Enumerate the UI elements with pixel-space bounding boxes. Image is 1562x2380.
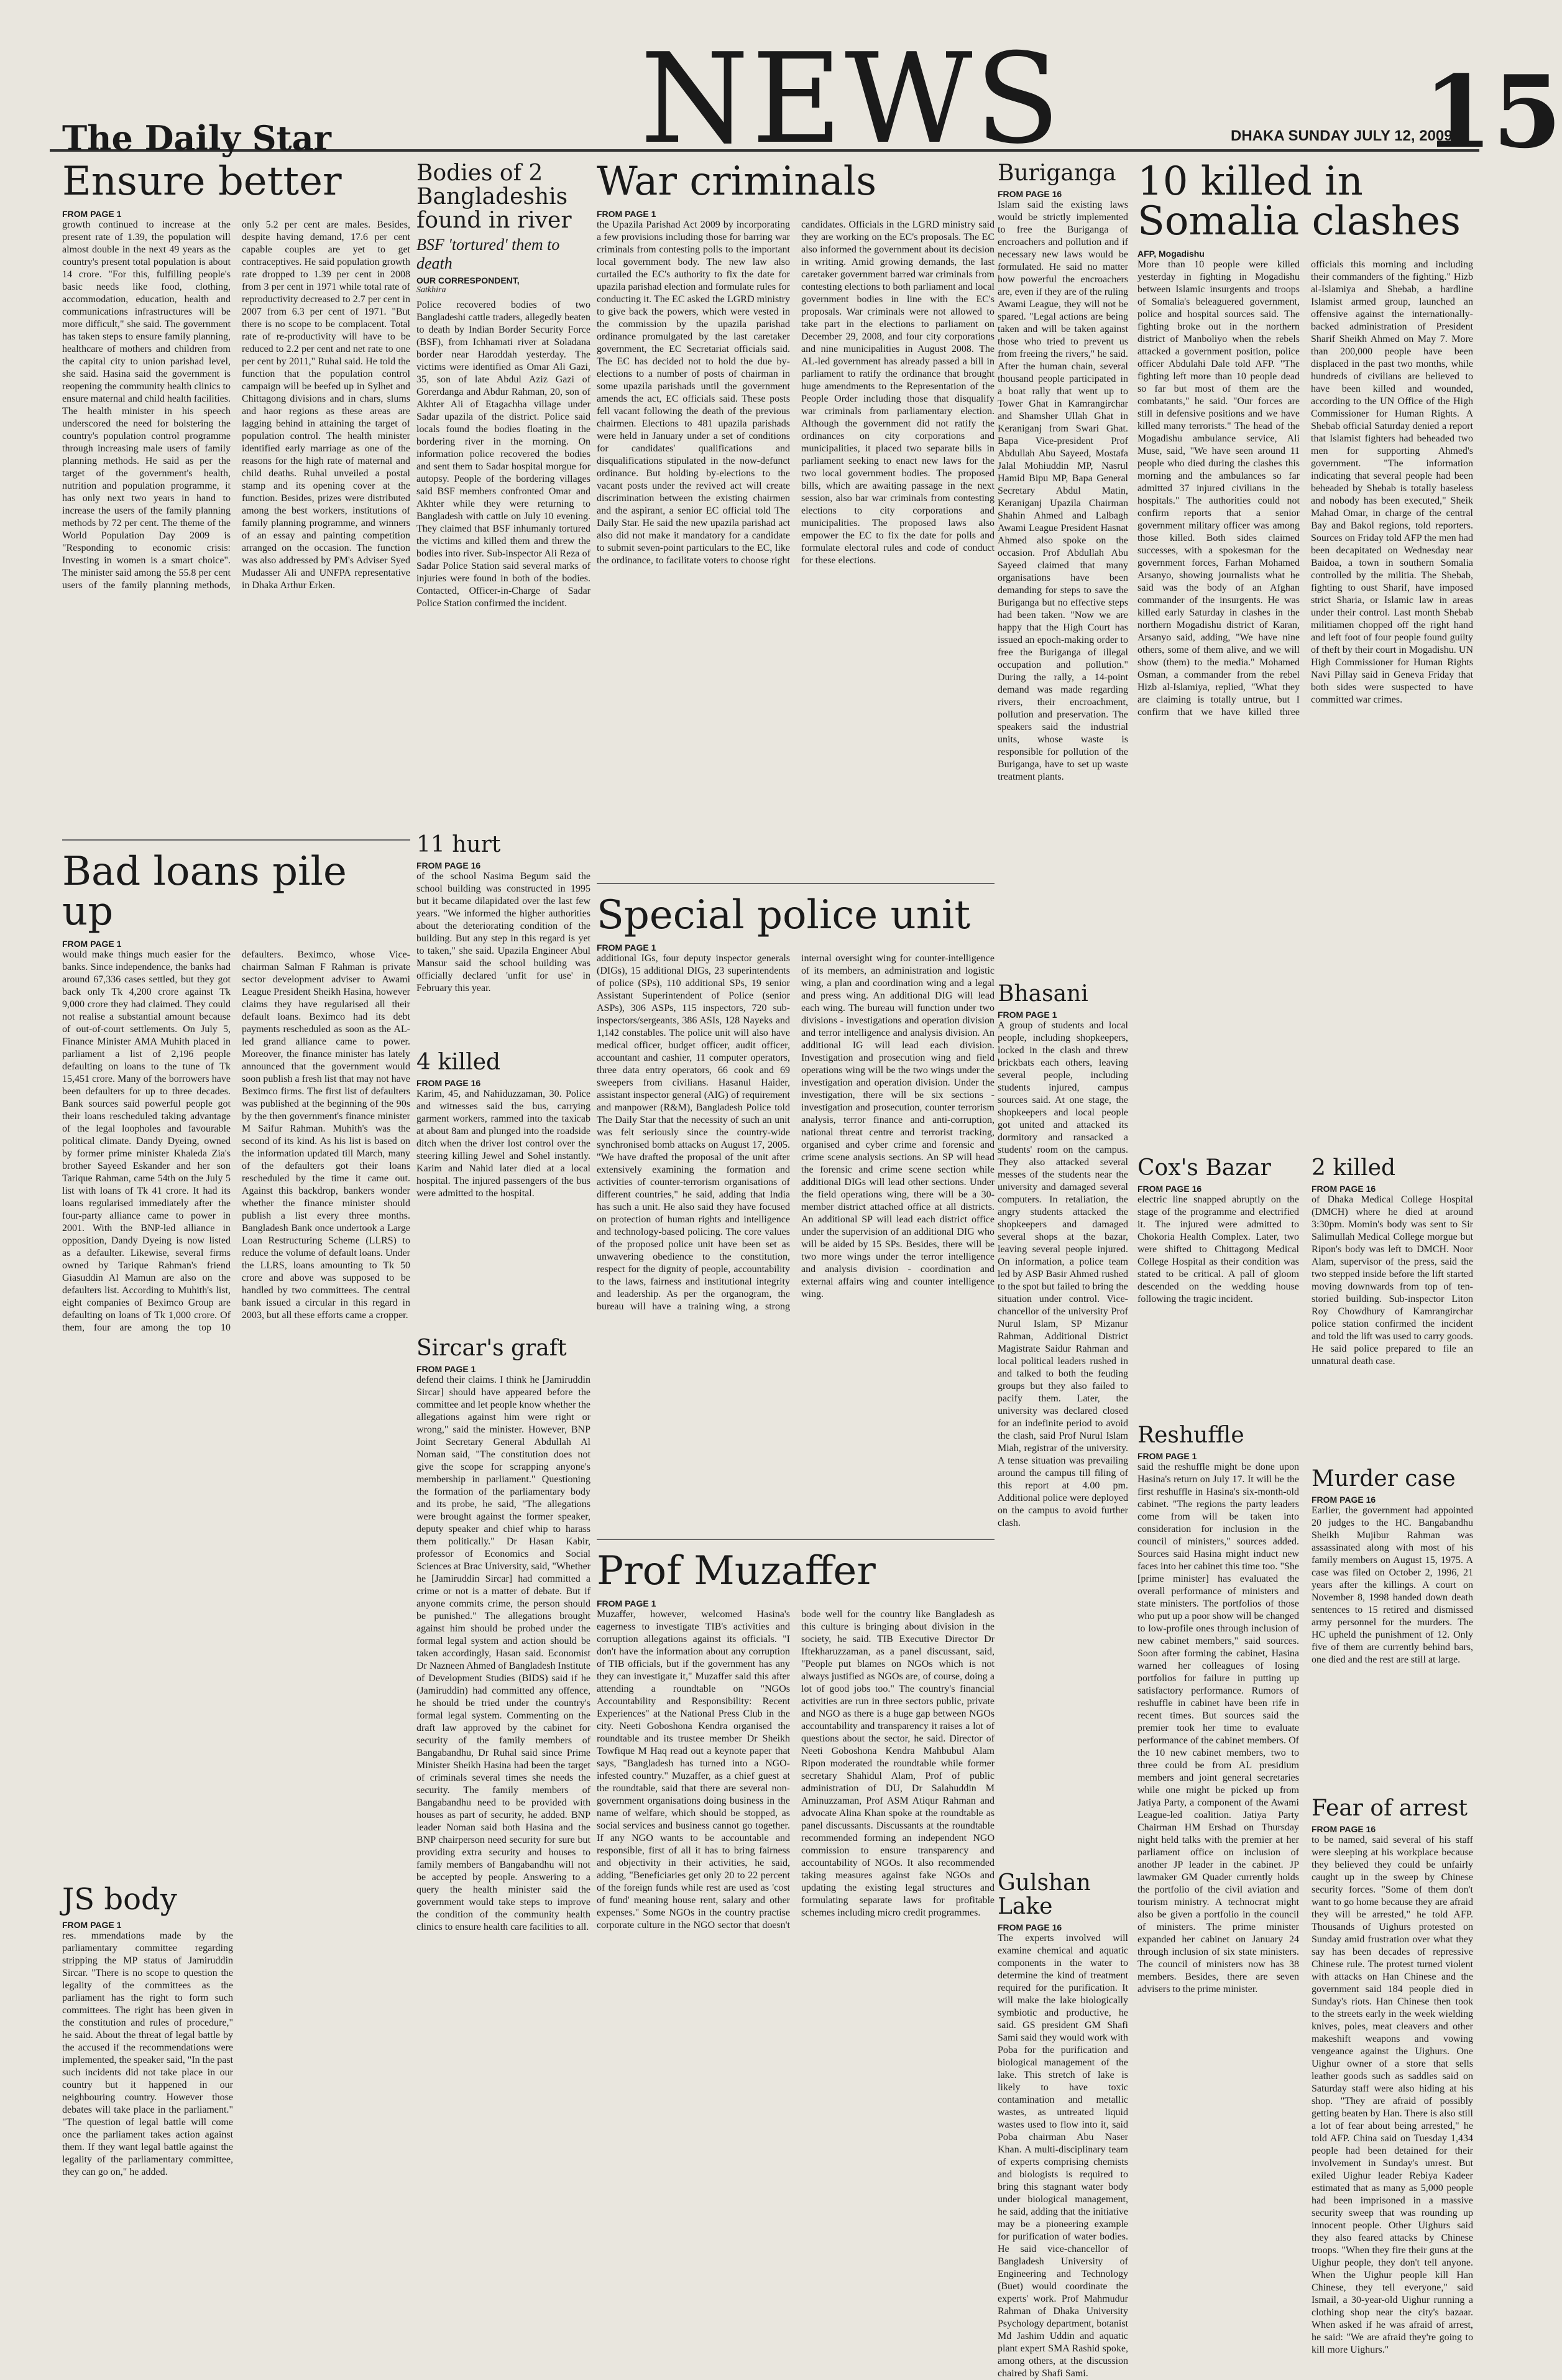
- story-11-hurt: [416, 833, 590, 1045]
- column-4: [998, 160, 1128, 2379]
- story-reshuffle: [1137, 1424, 1299, 2319]
- story-body: said the reshuffle might be done upon Hasina's return on July 17. It will be the first reshuffle in Hasina's six-month-old cabinet. "The regions the party leaders come from will be taken into consideration for inclusion in the council of ministers," sources added. Sources said Hasina might induct new faces into her cabinet this time too. "She [prime minister] has evaluated the overall performance of ministers and state ministers. The portfolios of those who put up a poor show will be changed to low-profile ones through inclusion of new cabinet members," said sources. Soon after forming the cabinet, Hasina warned her colleagues of losing portfolios for failure in putting up satisfactory performance. Rumors of reshuffle in cabinet have been rife in recent times. But sources said the premier took her time to evaluate performance of the cabinet members. Of the 10 new cabinet members, two to three could be from AL presidium members and joint general secretaries while one might be picked up from Jatiya Party, a component of the Awami League-led coalition. Jatiya Party Chairman HM Ershad on Thursday night held talks with the premier at her parliament office on inclusion of another JP leader in the cabinet. JP lawmaker GM Quader currently holds the portfolio of the civil aviation and tourism ministry. A technocrat might also be given a portfolio in the council of ministers. The prime minister expanded her cabinet on January 24 through inclusion of six state ministers. The council of ministers now has 38 members. Besides, there are seven advisers to the prime minister.: [1137, 1461, 1299, 1995]
- headline: Cox's Bazar: [1137, 1155, 1271, 1181]
- story-body: of the school Nasima Begum said the school building was constructed in 1995 but it became dilapidated over the last few years. "We informed the higher authorities about the deteriorating condition of the building. But any step in this regard is yet to taken," she said. Upazila Engineer Abul Mansur said the school building was officially declared 'unfit for use' in February this year.: [416, 870, 590, 994]
- headline: Sircar's graft: [416, 1335, 567, 1361]
- story-body: res. mmendations made by the parliamentary committee regarding stripping the MP status of Jamiruddin Sircar. "There is no scope to question the legality of the committees as the parliament has the right to form such committees. The right has been given in the constitution and rules of procedure," he said. About the threat of legal battle by the accused if the recommendations were implemented, the speaker said, "In the past such incidents did not take place in our country but it happened in our neighbouring country. However those debates will take place in the parliament." "The question of legal battle will come once the parliament takes action against them. If they want legal battle against the legality of the parliamentary committee, they can go on," he added.: [62, 1930, 233, 2178]
- story-body: Islam said the existing laws would be strictly implemented to free the Buriganga of encroachers and pollution and if necessary new laws would be formulated. He said no matter how powerful the encroachers are, even if they are of the ruling Awami League, they will not be spared. "Legal actions are being taken and will be taken against those who tried to prevent us from freeing the rivers," he said. After the human chain, several thousand people participated in a boat rally that went up to Tower Ghat in Kamrangirchar and Shamsher Ullah Ghat in Keraniganj from Swari Ghat. Bapa Vice-president Prof Abdullah Abu Sayeed, Mostafa Jalal Mohiuddin MP, Nasrul Hamid Bipu MP, Bapa General Secretary Abdul Matin, Keraniganj Upazila Chairman Shahin Ahmed and Lalbagh Awami League President Hasnat Ahmed also spoke on the occasion. Prof Abdullah Abu Sayeed claimed that many organisations have been demanding for steps to save the Buriganga but no effective steps had been taken. "Now we are happy that the High Court has issued an epoch-making order to free the Buriganga of illegal occupation and pollution." During the rally, a 14-point demand was made regarding rivers, their encroachment, pollution and preservation. The speakers said the industrial units, whose waste is responsible for pollution of the Buriganga, have to set up waste treatment plants.: [998, 199, 1128, 782]
- story-body: Karim, 45, and Nahiduzzaman, 30. Police and witnesses said the bus, carrying garment workers, rammed into the taxicab at about 8am and plunged into the roadside ditch when the driver lost control over the steering killing Jewel and Sohel instantly. Karim and Nahid later died at a local hospital. The injured passengers of the bus were admitted to the hospital.: [416, 1088, 590, 1199]
- from-page: FROM PAGE 16: [1312, 1183, 1376, 1194]
- headline: Murder case: [1312, 1466, 1456, 1492]
- deck: BSF 'tortured' them to death: [416, 236, 560, 273]
- headline: JS body: [62, 1882, 177, 1917]
- headline: Prof Muzaffer: [597, 1548, 876, 1594]
- story-body: Police recovered bodies of two Bangladeshi cattle traders, allegedly beaten to death by Indian Border Security Force (BSF), from Ichhamati river at Soladana border near Haroddah yesterday. The victims were identified as Omar Ali Gazi, 35, son of late Abdul Aziz Gazi of Gorerdanga and Abdur Rahman, 20, son of Akhter Ali of Etagachha village under Sadar upazila of the district. Police said locals found the bodies floating in the bordering river in the morning. On information police recovered the bodies and sent them to Sadar hospital morgue for autopsy. People of the bordering villages said BSF members confronted Omar and Akhter while they were returning to Bangladesh with cattle on July 10 evening. They claimed that BSF inhumanly tortured the victims and killed them and threw the bodies into river. Sub-inspector Ali Reza of Sadar Police Station said several marks of injuries were found in both of the bodies. Contacted, Officer-in-Charge of Sadar Police Station confirmed the incident.: [416, 300, 590, 609]
- headline: 2 killed: [1312, 1155, 1396, 1181]
- story-body: defend their claims. I think he [Jamiruddin Sircar] should have appeared before the committee and let people know whether the allegations against him were right or wrong," said the minister. However, BNP Joint Secretary General Abdullah Al Noman said, "The constitution does not give the scope for scrapping anyone's membership in parliament." Questioning the formation of the parliamentary body and its probe, he said, "The allegations were brought against the former speaker, deputy speaker and chief whip to harass them politically." Dr Hasan Kabir, professor of Economics and Social Sciences at Brac University, said, "Whether he [Jamiruddin Sircar] had committed a crime or not is a matter of debate. But if anyone commits crime, the person should be punished." The allegations brought against him should be probed under the formal legal system and action should be taken accordingly, Hasan said. Economist Dr Nazneen Ahmed of Bangladesh Institute of Development Studies (BIDS) said if he (Jamiruddin) had committed any offence, he should be tried under the country's formal legal system. Commenting on the draft law approved by the cabinet for security of the family members of Bangabandhu, Dr Ruhal said since Prime Minister Sheikh Hasina had been the target of criminals several times she needs the security. The family members of Bangabandhu need to be provided with houses as part of security, he added. BNP leader Noman said both Hasina and the BNP chairperson need security for sure but providing extra security and houses to family members of Bangabandhu will not be accepted by people. Answering to a query the health minister said the government would take steps to improve the condition of the community health clinics to ensure health care facilities to all.: [416, 1374, 590, 1932]
- dateline: DHAKA SUNDAY JULY 12, 2009: [1231, 127, 1453, 144]
- headline: Gulshan Lake: [998, 1870, 1091, 1919]
- headline: 4 killed: [416, 1049, 501, 1075]
- page-number: 15: [1423, 53, 1562, 170]
- from-page: FROM PAGE 16: [1312, 1494, 1376, 1505]
- story-sircar-graft: [416, 1337, 590, 2319]
- divider: [62, 839, 410, 841]
- from-page: FROM PAGE 1: [62, 939, 122, 949]
- headline: Bodies of 2 Bangladeshis found in river: [416, 160, 572, 233]
- story-bodies-found: [416, 162, 590, 821]
- story-bad-loans: [62, 849, 410, 1871]
- story-war-criminals: [597, 159, 995, 877]
- section-title: NEWS: [640, 27, 1063, 172]
- from-page: FROM PAGE 1: [998, 1009, 1057, 1020]
- divider: [597, 883, 995, 884]
- story-coxs-bazar: [1137, 1156, 1299, 1418]
- column-2: [416, 162, 590, 2327]
- headline: Reshuffle: [1137, 1423, 1244, 1448]
- from-page: FROM PAGE 16: [1137, 1183, 1202, 1194]
- newspaper-brand: The Daily Star: [62, 118, 332, 158]
- story-body: A group of students and local people, including shopkeepers, locked in the clash and threw brickbats each others, leaving several people, including students injured, campus sources said. At one stage, the shopkeepers and local people got united and attacked its dormitory and ransacked a students' room on the campus. They also attacked several messes of the students near the university and damaged several computers. In retaliation, the angry students attacked the shopkeepers and damaged several shops at the bazar, leaving several people injured. On information, a police team led by ASP Basir Ahmed rushed to the spot but failed to bring the situation under control. Vice-chancellor of the university Prof Nurul Islam, SP Mizanur Rahman, Additional District Magistrate Saidur Rahman and local political leaders rushed in and talked to both the feuding groups but they also failed to pacify them. Later, the university was declared closed for an indefinite period to avoid the clash, said Prof Nurul Islam Miah, registrar of the university. A tense situation was prevailing around the campus till filing of this report at 4.00 pm. Additional police were deployed on the campus to avoid further clash.: [998, 1020, 1128, 1528]
- headline: 11 hurt: [416, 832, 501, 857]
- story-body: of Dhaka Medical College Hospital (DMCH) where he died at around 3:30pm. Momin's body was sent to Sir Salimullah Medical College morgue but Ripon's body was left to DMCH. Noor Alam, supervisor of the press, said the two stepped inside before the lift started moving downwards from top of ten-storied building. Sub-inspector Liton Roy Chowdhury of Kamrangirchar police station confirmed the incident and told the lift was used to carry goods. He said police prepared to file an unnatural death case.: [1312, 1194, 1473, 1367]
- from-page: FROM PAGE 1: [597, 209, 656, 219]
- story-murder-case: [1312, 1467, 1473, 1791]
- story-4-killed: [416, 1051, 590, 1331]
- byline: OUR CORRESPONDENT,: [416, 275, 520, 286]
- story-body: electric line snapped abruptly on the stage of the programme and electrified it. The injured were admitted to Chokoria Health Complex. Later, two were shifted to Chittagong Medical College Hospital as their condition was stated to be critical. A pall of gloom descended on the wedding house following the tragic incident.: [1137, 1194, 1299, 1304]
- headline: Buriganga: [998, 160, 1116, 186]
- headline: Bad loans pile up: [62, 849, 347, 934]
- column-1: [62, 159, 410, 2327]
- headline: Ensure better: [62, 159, 342, 205]
- story-body: More than 10 people were killed yesterday in fighting in Mogadishu between Islamic insurgents and troops of Somalia's beleaguered government, police and hospital sources said. The fighting broke out in the northern district of Manboliyo when the rebels attacked a government position, police officer Abdulahi Dale told AFP. "The fighting left more than 10 people dead so far but most of them are the combatants," he said. "Our forces are still in defensive positions and we have killed many terrorists." The head of the Mogadishu ambulance service, Ali Muse, said, "We have seen around 11 people who died during the clashes this morning and the ambulances so far admitted 37 injured civilians in the hospitals." The authorities could not confirm reports that a senior government military officer was among those killed. Both sides claimed successes, with a spokesman for the government forces, Farhan Mohamed Arsanyo, showing journalists what he said was the body of an Afghan commander of the insurgents. He was killed early Saturday in clashes in the northern Mogadishu district of Karan, Arsanyo said, adding, "We have nine others, some of them alive, and we will show (them) to the media." Mohamed Osman, a commander from the rebel Hizb al-Islamiya, replied, "What they are claiming is totally untrue, but I confirm that we have killed three officials this morning and including their commanders of the fighting." Hizb al-Islamiya and Shebab, a hardline Islamist armed group, launched an offensive against the internationally-backed administration of President Sharif Sheikh Ahmed on May 7. More than 200,000 people have been displaced in the past two months, while hundreds of civilians are believed to have been killed and wounded, according to the UN Office of the High Commissioner for Human Rights. A Shebab official Saturday denied a report that Islamist fighters had beheaded two men for supporting Ahmed's government. "The information indicating that several people had been beheaded by Shebab is totally baseless and nobody has been executed," Sheik Mahad Omar, in charge of the central Bay and Bakol regions, told reporters. Sources on Friday told AFP the men had been decapitated on Wednesday near Baidoa, a town in southern Somalia controlled by the militia. The Shebab, fighting to oust Sharif, have imposed strict Sharia, or Islamic law in areas under their control. Last month Shebab militiamen chopped off the right hand and left foot of four people found guilty of theft by their court in Mogadishu. UN High Commissioner for Human Rights Navi Pillay said in Geneva Friday that both sides were suspected to have committed war crimes.: [1137, 259, 1473, 717]
- story-ensure-better: [62, 159, 410, 833]
- column-3: [597, 159, 995, 2327]
- from-page: FROM PAGE 1: [597, 943, 656, 952]
- story-2-killed: [1312, 1156, 1473, 1461]
- story-somalia-clashes: [1137, 159, 1473, 1144]
- from-page: FROM PAGE 16: [998, 188, 1062, 199]
- story-buriganga: [998, 162, 1128, 970]
- story-body: The experts involved will examine chemical and aquatic components in the water to determine the kind of treatment required for the purification. It will make the lake biologically symbiotic and productive, he said. GS president GM Shafi Sami said they would work with Poba for the purification and biological management of the lake. This stretch of lake is likely to have toxic contamination and metallic wastes, as untreated liquid wastes used to flow into it, said Poba chairman Abu Naser Khan. A multi-disciplinary team of experts comprising chemists and biologists is required to bring this stagnant water body under biological management, he said, adding that the initiative may be a pioneering example for purification of water bodies. He said vice-chancellor of Bangladesh University of Engineering and Technology (Buet) would coordinate the experts' work. Prof Mahmudur Rahman of Dhaka University Psychology department, botanist Md Jashim Uddin and aquatic plant expert SMA Rashid spoke, among others, at the discussion chaired by Shafi Sami.: [998, 1932, 1128, 2379]
- story-body: would make things much easier for the banks. Since independence, the banks had around 67,336 cases settled, but they got back only Tk 4,200 crore against Tk 9,000 crore they had claimed. They could not realise a substantial amount because of out-of-court settlements. On July 5, Finance Minister AMA Muhith placed in parliament a list of 2,196 people defaulting on loans to the tune of Tk 15,451 crore. Many of the borrowers have been defaulters for up to three decades. Bank sources said powerful people got their loans rescheduled taking advantage of the legal loopholes and favourable political climate. Dandy Dyeing, owned by former prime minister Khaleda Zia's brother Sayeed Eskander and her son Tarique Rahman, came 54th on the July 5 list with loans of Tk 41 crore. It had its loans regularised immediately after the four-party alliance came to power in 2001. With the BNP-led alliance in opposition, Dandy Dyeing is now listed as a defaulter. Likewise, several firms owned by Tarique Rahman's friend Giasuddin Al Mamun are also on the defaulters list. According to Muhith's list, eight companies of Beximco Group are defaulting on loans of Tk 1,000 crore. Of them, four are among the top 10 defaulters. Beximco, whose Vice-chairman Salman F Rahman is private sector development adviser to Awami League President Sheikh Hasina, however claims they have regularised all their default loans. Beximco had its debt payments rescheduled as soon as the AL-led grand alliance came to power. Moreover, the finance minister has lately announced that the government would soon publish a fresh list that may not have Beximco firms. The first list of defaulters was published at the beginning of the 90s by the then government's finance minister M Saifur Rahman. Muhith's was the second of its kind. As his list is based on the information updated till March, many of the defaulters got their loans rescheduled by the time it came out. Against this backdrop, bankers wonder whether the finance minister should publish a list every three months. Bangladesh Bank once undertook a Large Loan Restructuring Scheme (LLRS) to reduce the volume of default loans. Under the LLRS, loans amounting to Tk 50 crore and above was supposed to be handled by two committees. The central bank issued a circular in this regard in 2003, but all these efforts came a cropper.: [62, 949, 410, 1333]
- headline: Fear of arrest: [1312, 1796, 1468, 1821]
- from-page: FROM PAGE 16: [1312, 1824, 1376, 1834]
- headline: Special police unit: [597, 892, 971, 938]
- story-body: additional IGs, four deputy inspector generals (DIGs), 15 additional DIGs, 23 superintendents of police (SPs), 110 additional SPs, 19 senior Assistant Superintendent of Police (senior ASPs), 306 ASPs, 115 inspectors, 720 sub-inspectors/sergeants, 386 ASIs, 128 Nayeks and 1,142 constables. The police unit will also have medical officer, budget officer, audit officer, accountant and cashier, 11 computer operators, three data entry operators, 66 cook and 69 sweepers from civilians. Hasanul Haider, assistant inspector general (AIG) of requirement and manpower (R&M), Bangladesh Police told The Daily Star that the necessity of such an unit was felt seriously since the country-wide synchronised bomb attacks on August 17, 2005. "We have drafted the proposal of the unit after extensively examining the formation and activities of counter-terrorism organisations of different countries," he said, adding that India has such a unit. He also said they have focused on protection of human rights and intelligence and technology-based policing. The core values of the proposed police unit have been set as unwavering obedience to the constitution, respect for the dignity of people, accountability to the laws, fairness and institutional integrity and leadership. As per the organogram, the bureau will have a training wing, a strong internal oversight wing for counter-intelligence of its members, an administration and logistic wing, a plan and coordination wing and a legal and press wing. An additional DIG will lead each wing. The bureau will function under two divisions - investigations and operation division and terror intelligence and analysis division. An additional IG will lead each division. Investigation and prosecution wing and field operations wing will be the two wings under the investigation and operation division. Under the investigation, there will be six sections - investigation and prosecution, counter terrorism analysis, terror finance and anti-corruption, national threat centre and terrorist tracking, organised and cyber crime and forensic and crime scene analysis sections. An SP will head the forensic and crime scene section while additional DIGs will lead other sections. Under the field operations wing, there will be a 30-member district attached office at all districts. An additional SP will lead each district office under the supervision of an additional DIG who will be aided by 15 SPs. Besides, there will be two more wings under the terror intelligence and analysis division - coordination and external affairs wing and counter intelligence wing.: [597, 953, 995, 1312]
- from-page: FROM PAGE 16: [998, 1922, 1062, 1932]
- story-gulshan-lake: [998, 1870, 1128, 2379]
- headline: 10 killed in Somalia clashes: [1137, 159, 1461, 244]
- byline-place: Satkhira: [416, 285, 446, 295]
- masthead: [50, 25, 1562, 172]
- headline: War criminals: [597, 159, 877, 205]
- story-body: growth continued to increase at the present rate of 1.39, the population will almost double in the next 49 years as the country's present total population is about 14 crore. "For this, fulfilling people's basic needs like food, clothing, accommodation, education, health and communications infrastructures will be more difficult," she said. The government has taken steps to ensure family planning, healthcare of mothers and children from the capital city to union parishad level, she said. Hasina said the government is reopening the community health clinics to ensure maternal and child health facilities. The health minister in his speech underscored the need for bolstering the country's population control programme through increasing male users of family planning methods. He said as per the target of the government's health, nutrition and population programme, it has only next two years in hand to increase the users of the family planning methods by 72 per cent. The theme of the World Population Day 2009 is "Responding to economic crisis: Investing in women is a smart choice". The minister said among the 55.8 per cent users of the family planning methods, only 5.2 per cent are males. Besides, despite having demand, 17.6 per cent capable couples are yet to get contraceptives. He said population growth rate dropped to 1.39 per cent in 2008 from 3 per cent in 1971 while total rate of reproductivity decreased to 2.7 per cent in 2007 from 6.3 per cent of 1971. "But there is no scope to be complacent. Total rate of re-productivity will have to be reduced to 2.2 per cent and net rate to one per cent by 2011," Ruhal said. He told the function that the population control campaign will be beefed up in Sylhet and Chittagong divisions and in chars, slums and haor regions as these areas are lagging behind in attaining the target of population control. The health minister identified early marriage as one of the reasons for the high rate of maternal and child deaths. Ruhal unveiled a postal stamp and its opening cover at the function. Besides, prizes were distributed among the best workers, institutions of family planning programme, and winners of an essay and painting competition arranged on the occasion. The function was also addressed by PM's Adviser Syed Mudasser Ali and UNFPA representative in Dhaka Arthur Erken.: [62, 219, 410, 591]
- headline: Bhasani: [998, 981, 1088, 1007]
- story-body: to be named, said several of his staff were sleeping at his workplace because they believed they could be unfairly caught up in the sweep by Chinese security forces. "Some of them don't want to go home because they are afraid they will be arrested," he told AFP. Thousands of Uighurs protested on Sunday amid frustration over what they say has been decades of repressive Chinese rule. The protest turned violent with attacks on Han Chinese and the government said 184 people died in Sunday's riots. Han Chinese then took to the streets early in the week wielding knives, poles, meat cleavers and other makeshift weapons and vowing vengeance against the Uighurs. One Uighur owner of a store that sells leather goods such as saddles said on Saturday staff were also hiding at his shop. "They are afraid of possibly getting beaten by Han. There is also still a lot of fear about being arrested," he told AFP. China said on Tuesday 1,434 people had been detained for their involvement in Sunday's unrest. But exiled Uighur leader Rebiya Kadeer estimated that as many as 5,000 people had been imprisoned in a massive security sweep that was rounding up innocent people. Other Uighurs said they also feared attacks by Chinese troops. "When they fire their guns at the Uighur people, they don't tell anyone. When the Uighur people kill Han Chinese, they tell everyone," said Ismail, a 30-year-old Uighur running a clothing shop near the city's bazaar. When asked if he was afraid of arrest, he said: "We are afraid they're going to kill more Uighurs.": [1312, 1834, 1473, 2355]
- from-page: FROM PAGE 1: [1137, 1451, 1197, 1461]
- from-page: FROM PAGE 16: [416, 860, 481, 870]
- story-body: Muzaffer, however, welcomed Hasina's eagerness to investigate TIB's activities and corruption allegations against its officials. "I don't have the information about any corruption of TIB officials, but if the government has any they can investigate it," Muzaffer said this after attending a roundtable on "NGOs Accountability and Responsibility: Recent Experiences" at the National Press Club in the city. Neeti Goboshona Kendra organised the roundtable and its trustee member Dr Sheikh Towfique M Haq read out a keynote paper that says, "Bangladesh has turned into a NGO-infested country." Muzaffer, as a chief guest at the roundtable, said that there are several non-government organisations doing business in the name of welfare, which should be stopped, as social services and business cannot go together. If any NGO wants to be accountable and responsible, first of all it has to bring fairness and objectivity in their activities, he said, adding, "Beneficiaries get only 20 to 22 percent of the foreign funds while rest are used as 'cost of fund' meaning house rent, salary and other expenses." Some NGOs in the country practise corporate culture in the NGO sector that doesn't bode well for the country like Bangladesh as this culture is bringing about division in the society, he said. TIB Executive Director Dr Iftekharuzzaman, as a panel discussant, said, "People put blames on NGOs which is not always justified as NGOs are, of course, doing a lot of good jobs too." The country's financial activities are run in three sectors public, private and NGO as there is a huge gap between NGOs accountability and transparency it raises a lot of questions about the sector, he said. Director of Neeti Goboshona Kendra Mahbubul Alam Ripon moderated the roundtable while former secretary Shahidul Alam, Prof of public administration of DU, Dr Salahuddin M Aminuzzaman, Prof ASM Atiqur Rahman and advocate Alina Khan spoke at the roundtable as panel discussants. Discussants at the roundtable recommended forming an independent NGO commission to ensure transparency and accountability of NGOs. It also recommended taking measures against fake NGOs and updating the existing legal structures and formulating separate laws for profitable schemes including micro credit programmes.: [597, 1609, 995, 1930]
- from-page: FROM PAGE 1: [62, 209, 122, 219]
- story-body: Earlier, the government had appointed 20 judges to the HC. Bangabandhu Sheikh Mujibur Rahman was assassinated along with most of his family members on August 15, 1975. A case was filed on October 2, 1996, 21 years after the killings. A court on November 8, 1998 handed down death sentences to 15 retired and dismissed army personnel for the murders. The HC upheld the punishment of 12. Only five of them are currently behind bars, one died and the rest are still at large.: [1312, 1505, 1473, 1665]
- byline: AFP, Mogadishu: [1137, 249, 1205, 259]
- column-5: [1137, 159, 1473, 2355]
- story-js-body: [62, 1884, 233, 2319]
- from-page: FROM PAGE 16: [416, 1077, 481, 1088]
- story-special-police: [597, 892, 995, 1529]
- from-page: FROM PAGE 1: [62, 1920, 122, 1930]
- from-page: FROM PAGE 1: [597, 1598, 656, 1608]
- from-page: FROM PAGE 1: [416, 1363, 476, 1374]
- story-prof-muzaffer: [597, 1548, 995, 2319]
- divider: [597, 1539, 995, 1540]
- story-fear-of-arrest: [1312, 1796, 1473, 2355]
- story-bhasani: [998, 982, 1128, 1865]
- story-body: the Upazila Parishad Act 2009 by incorporating a few provisions including those for barring war criminals from contesting polls to the important local government body. The new law also curtailed the EC's authority to fix the date for upazila parishad election and formulate rules for conducting it. The EC asked the LGRD ministry to give back the powers, which were vested in the commission by the upazila parishad ordinance promulgated by the last caretaker government, the EC Secretariat officials said. The EC has decided not to hold the due by-elections to a number of posts of chairman in some upazila parishads until the government amends the act, EC officials said. These posts fell vacant following the death of the previous chairmen. Elections to 481 upazila parishads were held in January under a set of conditions for candidates' qualifications and disqualifications stipulated in the now-defunct ordinance. But holding by-elections to the vacant posts under the revived act will create discrimination between the existing chairmen and the aspirant, a senior EC official told The Daily Star. He said the new upazila parishad act also did not make it mandatory for a candidate to submit seven-point particulars to the EC, like the ordinance, to facilitate voters to choose right candidates. Officials in the LGRD ministry said they are working on the EC's proposals. The EC also informed the government about its decision in writing. Amid growing demands, the last caretaker government barred war criminals from contesting elections to both parliament and local government bodies in line with the EC's proposals. War criminals were not allowed to take part in the elections to parliament on December 29, 2008, and four city corporations and nine municipalities in August 2008. The AL-led government has already passed a bill in parliament to ratify the ordinance that brought huge amendments to the Representation of the People Order including those that disqualify war criminals from parliamentary election. Although the government did not ratify the ordinances on city corporations and municipalities, it placed two separate bills in parliament seeking to enact new laws for the two local government bodies. The proposed bills, which are awaiting passage in the next session, also bar war criminals from contesting elections to city corporations and municipalities. The proposed laws also empower the EC to fix the date for polls and formulate electoral rules and code of conduct for these elections.: [597, 219, 995, 566]
